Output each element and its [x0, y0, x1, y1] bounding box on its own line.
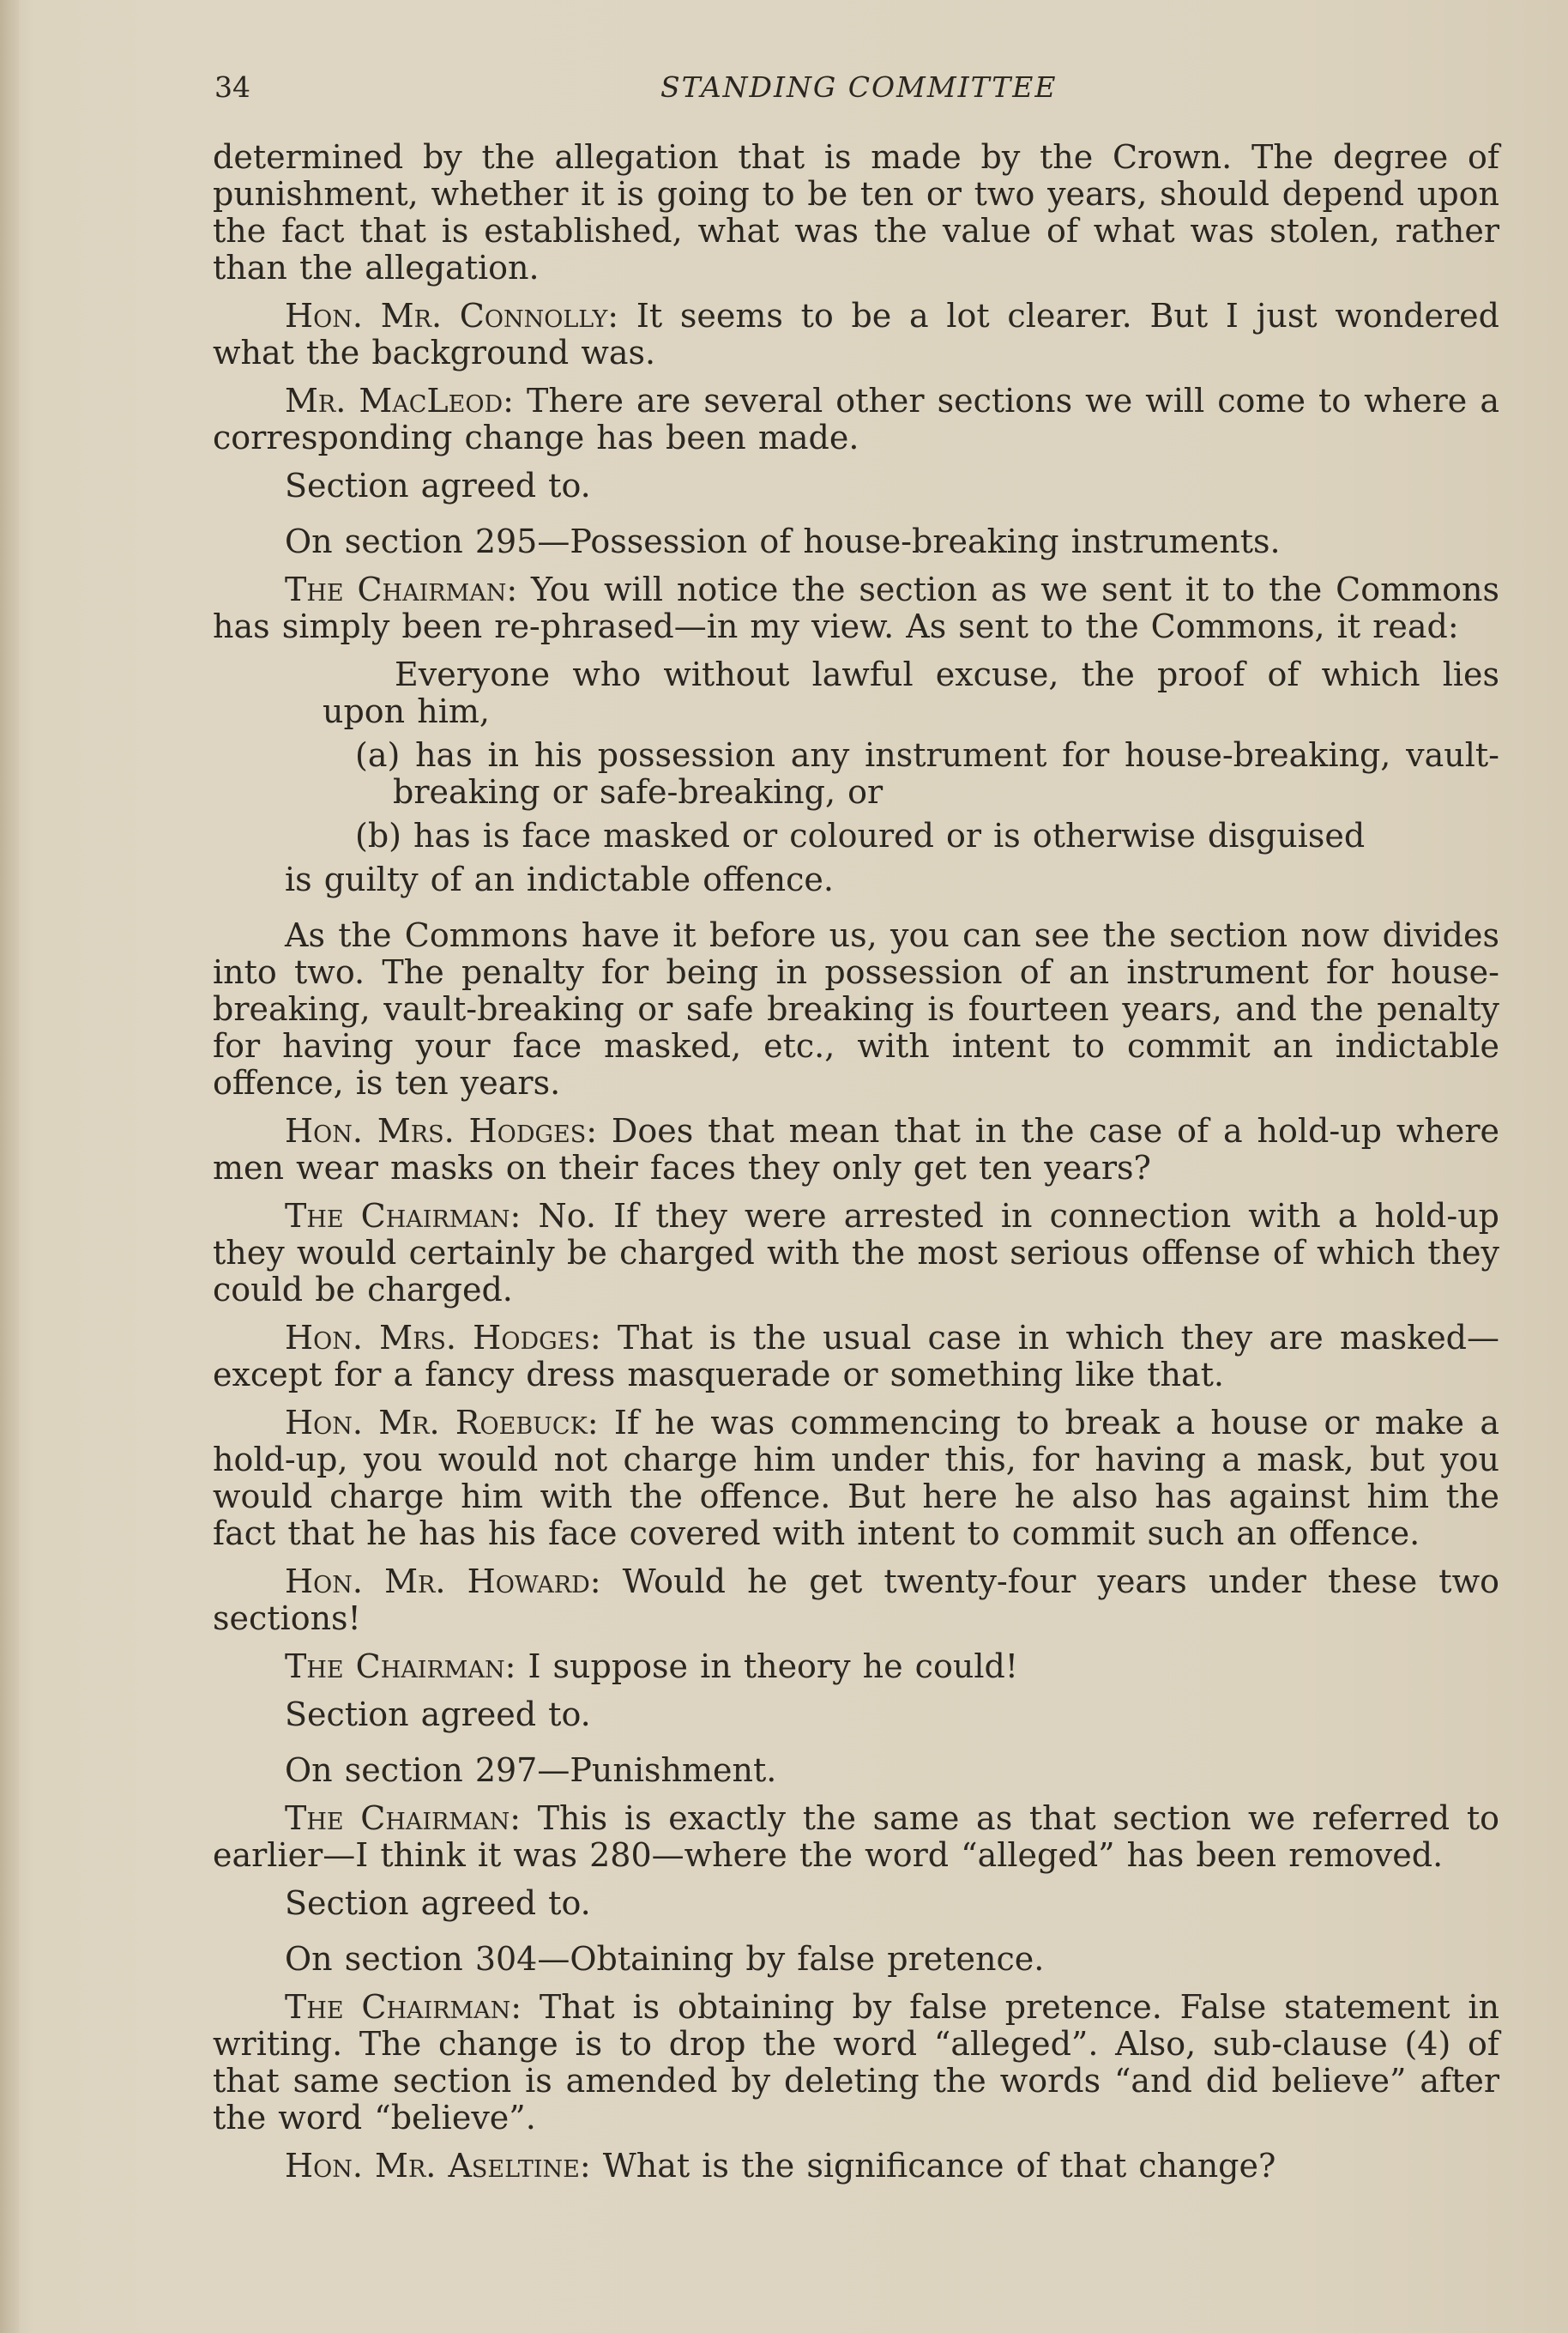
speech-text: Does that mean that in the case of a hold-up where men wear masks on their faces they only get ten years?	[213, 1112, 1499, 1187]
speaker-name: Mr. MacLeod:	[285, 382, 514, 420]
procedural-note: Section agreed to.	[285, 1695, 591, 1733]
quoted-clause-a: (a) has in his possession any instrument for house-breaking, vault-breaking or safe-breaking, or	[355, 736, 1499, 811]
speaker-name: Hon. Mr. Howard:	[285, 1562, 601, 1600]
speech-aseltine	[213, 2148, 1499, 2185]
speech-text: There are several other sections we will come to where a corresponding change has been made.	[213, 382, 1499, 456]
speech-chairman	[213, 1989, 1499, 2137]
page-header	[214, 70, 1499, 113]
speech-howard	[213, 1563, 1499, 1637]
speech-text: This is exactly the same as that section we referred to earlier—I think it was 280—where the word “alleged” has been removed.	[213, 1799, 1499, 1874]
quoted-clause-b: (b) has is face masked or coloured or is otherwise disguised	[355, 817, 1366, 855]
speech-text: It seems to be a lot clearer. But I just wondered what the background was.	[213, 297, 1499, 372]
running-head: STANDING COMMITTEE	[660, 70, 1058, 104]
speech-macleod	[213, 383, 1499, 456]
speech-text: You will notice the section as we sent it to the Commons has simply been re-phrased—in my view. As sent to the Commons, it read:	[213, 571, 1499, 645]
speech-hodges	[213, 1320, 1499, 1393]
speaker-name: Hon. Mr. Roebuck:	[285, 1404, 599, 1442]
page-number: 34	[214, 70, 250, 104]
speech-text: I suppose in theory he could!	[516, 1647, 1019, 1685]
speaker-name: The Chairman:	[285, 1988, 522, 2026]
section-heading-304: On section 304—Obtaining by false pretence.	[285, 1940, 1045, 1978]
speech-text: No. If they were arrested in connection with a hold-up they would certainly be charged with the most serious offense of which they could be charged.	[213, 1197, 1499, 1309]
body-text	[213, 139, 1499, 2196]
speech-text: Would he get twenty-four years under these two sections!	[213, 1562, 1499, 1637]
speaker-name: The Chairman:	[285, 1799, 521, 1837]
speech-chairman	[213, 1198, 1499, 1309]
section-heading-295: On section 295—Possession of house-breaking instruments.	[285, 523, 1281, 560]
speaker-name: The Chairman:	[285, 1647, 516, 1685]
procedural-note: Section agreed to.	[285, 1884, 591, 1922]
speech-text: That is obtaining by false pretence. False statement in writing. The change is to drop the word “alleged”. Also, sub-clause (4) of that same section is amended by deleting the words “and did believe” after the word “believe”.	[213, 1988, 1499, 2137]
speaker-name: The Chairman:	[285, 571, 518, 608]
speech-chairman	[213, 1648, 1499, 1685]
speech-chairman	[213, 571, 1499, 645]
speech-text: That is the usual case in which they are masked—except for a fancy dress masquerade or something like that.	[213, 1319, 1500, 1393]
speech-text: If he was commencing to break a house or make a hold-up, you would not charge him under this, for having a mask, but you would charge him with the offence. But here he also has against him the fact that he has his face covered with intent to commit such an offence.	[213, 1404, 1499, 1552]
speaker-name: The Chairman:	[285, 1197, 522, 1235]
section-heading-297: On section 297—Punishment.	[285, 1751, 777, 1789]
paragraph-commons: As the Commons have it before us, you can see the section now divides into two. The penalty for being in possession of an instrument for house-breaking, vault-breaking or safe breaking is fourteen years, and the penalty for having your face masked, etc., with intent to commit an indictable offence, is ten years.	[213, 916, 1499, 1102]
page-gutter-edge	[0, 0, 19, 2333]
paragraph-continuation: determined by the allegation that is made by the Crown. The degree of punishment, whether it is going to be ten or two years, should depend upon the fact that is established, what was the value of what was stolen, rather than the allegation.	[213, 138, 1499, 287]
speech-roebuck	[213, 1405, 1499, 1552]
speech-text: What is the significance of that change?	[590, 2147, 1276, 2185]
procedural-note: Section agreed to.	[285, 467, 591, 505]
speech-chairman	[213, 1800, 1499, 1874]
speaker-name: Hon. Mr. Connolly:	[285, 297, 619, 335]
speaker-name: Hon. Mrs. Hodges:	[285, 1319, 601, 1357]
speaker-name: Hon. Mrs. Hodges:	[285, 1112, 598, 1150]
speech-hodges	[213, 1113, 1499, 1187]
speech-connolly	[213, 298, 1499, 372]
quoted-statute: Everyone who without lawful excuse, the proof of which lies upon him,	[323, 656, 1499, 730]
speaker-name: Hon. Mr. Aseltine:	[285, 2147, 591, 2185]
quoted-tail: is guilty of an indictable offence.	[285, 861, 834, 898]
